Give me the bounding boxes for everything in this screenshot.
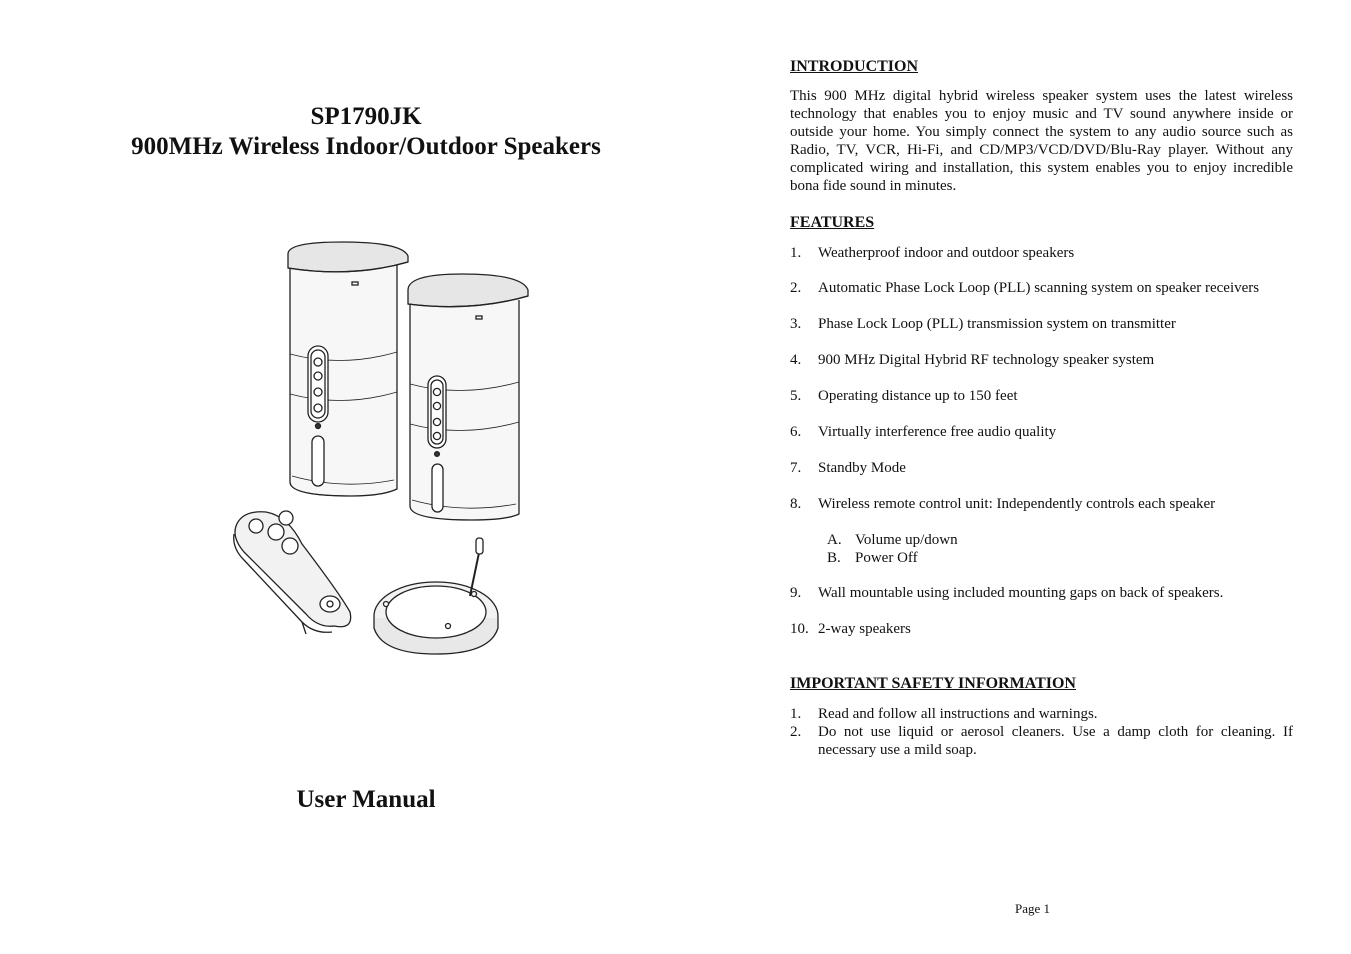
page-number: Page 1 — [1015, 901, 1051, 916]
manual-title: User Manual — [296, 786, 436, 813]
introduction-heading: INTRODUCTION — [790, 58, 919, 75]
speakers-remote-transmitter-illustration — [222, 234, 538, 666]
introduction-text: This 900 MHz digital hybrid wireless speaker system uses the latest wireless technology that enables you to enjoy music and TV sound anywhere inside or outside your home. You simply connect the system to any audio source such as Radio, TV, VCR, Hi-Fi, and CD/MP3/VCD/DVD/Blu-Ray player. Without any complicated wiring and installation, this system enables you to enjoy incredible bona fide sound in minutes. — [790, 88, 1293, 194]
product-name: 900MHz Wireless Indoor/Outdoor Speakers — [131, 133, 601, 160]
speaker-right-icon — [408, 274, 528, 520]
list-item: 2. Do not use liquid or aerosol cleaners. Use a damp cloth for cleaning. If necessary use a mild soap. — [790, 724, 1293, 758]
transmitter-icon — [374, 538, 498, 654]
speaker-left-icon — [288, 242, 408, 496]
features-heading: FEATURES — [790, 214, 875, 231]
list-item: 1. Read and follow all instructions and warnings. — [790, 706, 1098, 722]
model-number: SP1790JK — [310, 103, 422, 130]
remote-control-icon — [234, 511, 351, 634]
safety-heading: IMPORTANT SAFETY INFORMATION — [790, 675, 1076, 692]
cover-title — [0, 102, 732, 162]
